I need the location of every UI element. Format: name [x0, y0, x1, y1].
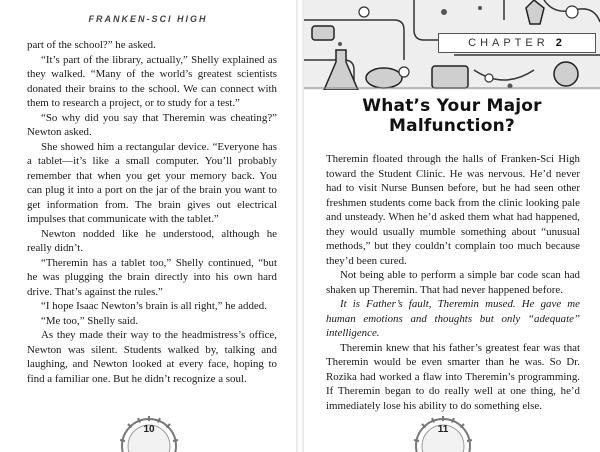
- paragraph: Not being able to perform a simple bar code scan had shaken up Theremin. That had never happened before.: [326, 269, 580, 296]
- right-body-text: [326, 152, 580, 413]
- paragraph: Newton nodded like he understood, although he really didn’t.: [27, 227, 277, 254]
- chapter-header-illustration: [304, 0, 600, 90]
- paragraph: part of the school?” he asked.: [27, 39, 156, 51]
- page-number: 10: [143, 424, 155, 435]
- paragraph: “Theremin has a tablet too,” Shelly continued, “but he was plugging the brain directly into his own hard drive. That’s against the rules.”: [27, 256, 277, 298]
- paragraph: As they made their way to the headmistress’s office, Newton was silent. Students walked by, talking and laughing, and Newton looked at every face, hoping to find a familiar one. But he didn’t recognize a soul.: [27, 329, 277, 385]
- paragraph: Theremin knew that his father’s greatest fear was that Theremin would be even smarter than he was. So Dr. Rozika had worked a flaw into Theremin’s programming. If Theremin began to do really well at one thing, he’d immediately lose his ability to do something else.: [326, 341, 580, 412]
- left-body-text: [27, 38, 277, 386]
- paragraph: “It’s part of the library, actually,” Shelly explained as they walked. “Many of the world’s greatest scientists donated their brains to the school. We can connect with them to research a project, or to study for a test.”: [27, 53, 277, 109]
- chapter-label: [438, 33, 596, 53]
- left-page: [0, 0, 296, 452]
- chapter-title: [324, 96, 580, 136]
- paragraph: “So why did you say that Theremin was cheating?” Newton asked.: [27, 111, 277, 138]
- chapter-word: CHAPTER: [468, 37, 549, 49]
- running-head: FRANKEN-SCI HIGH: [88, 14, 208, 24]
- page-number-gear: [408, 412, 478, 452]
- chapter-title-line: Malfunction?: [389, 116, 515, 136]
- chapter-number: 2: [555, 37, 566, 49]
- paragraph: “Me too,” Shelly said.: [41, 314, 139, 327]
- paragraph: Theremin floated through the halls of Franken-Sci High toward the Student Clinic. He was nervous. He’d never had to visit Nurse Bunsen before, but he had seen other freshmen students come back from the clinic looking pale and unsteady. When he’d asked them what had happened, they would usually mumble something about “unusual methods,” but they couldn’t complain too much because they’d been cured.: [326, 153, 580, 267]
- paragraph: It is Father’s fault, Theremin mused. He gave me human emotions and thoughts but only “adequate” intelligence.: [326, 298, 580, 339]
- page-number: 11: [437, 424, 449, 435]
- right-page: [304, 0, 600, 452]
- paragraph: She showed him a rectangular device. “Everyone has a tablet—it’s like a small computer. You’ll probably remember that when you get your memory back. You can plug it into a port on the jar of the brain you want to get information from. The brain gives out electrical impulses that communicate with the tablet.”: [27, 140, 277, 225]
- page-number-gear: [114, 412, 184, 452]
- book-gutter: [296, 0, 304, 452]
- paragraph: “I hope Isaac Newton’s brain is all right,” he added.: [41, 300, 267, 312]
- chapter-title-line: What’s Your Major: [362, 96, 542, 116]
